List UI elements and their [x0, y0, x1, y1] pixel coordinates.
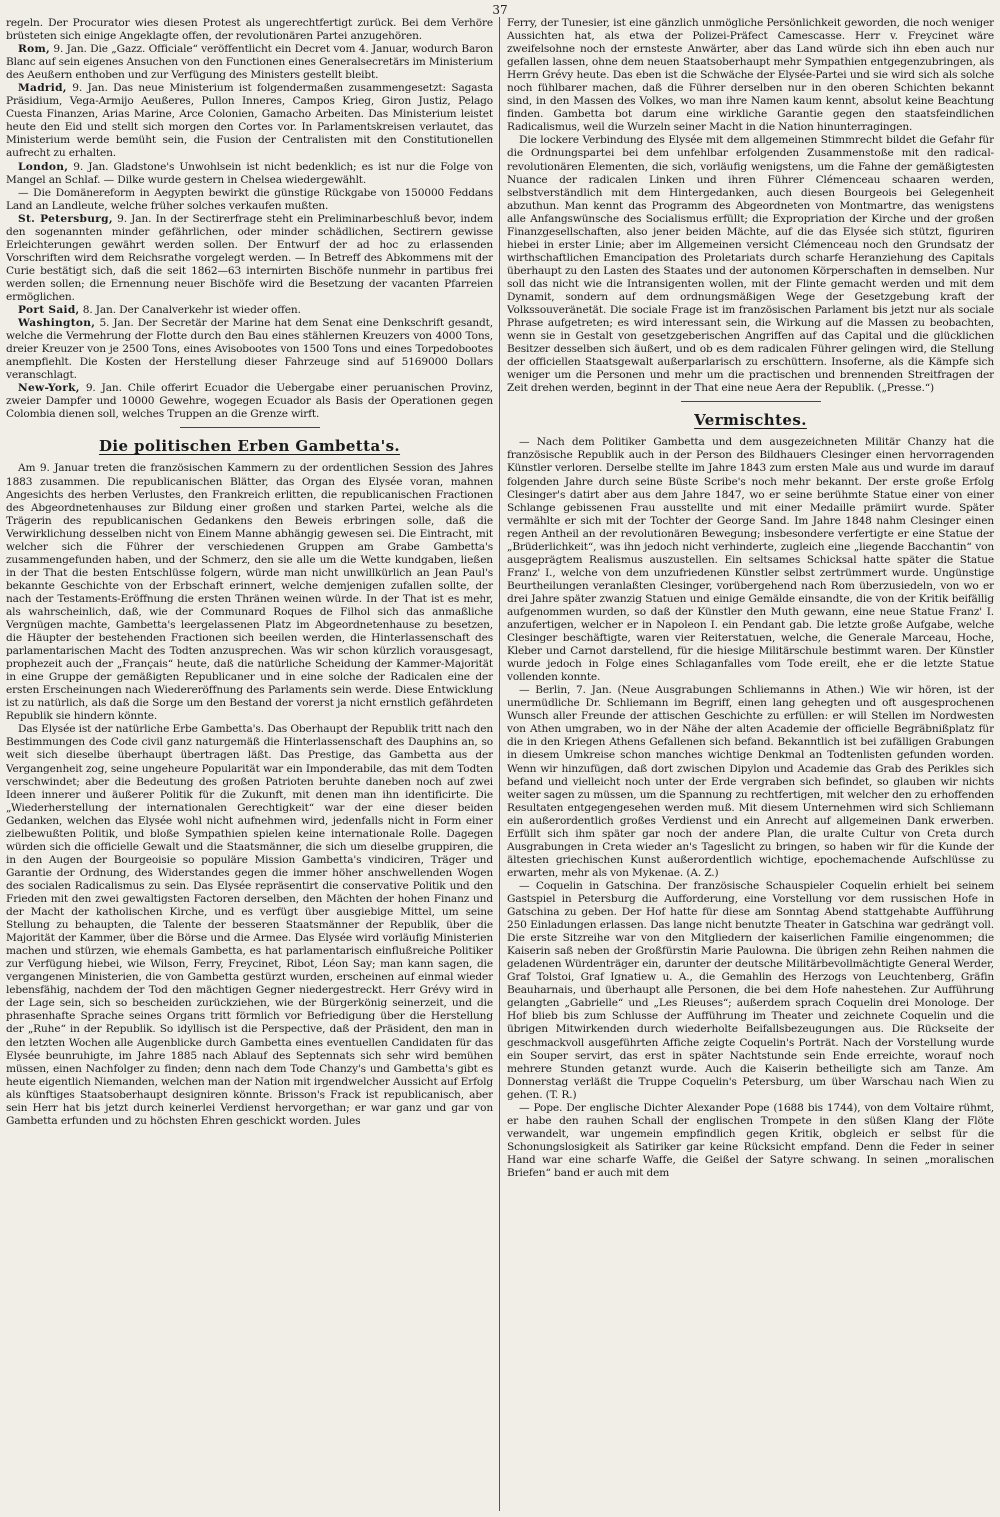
paragraph-text: regeln. Der Procurator wies diesen Protest als ungerechtfertigt zurück. Bei dem Verhöre brüsteten sich einige Angeklagte offen, der revolutionären Partei anzugehören.: [6, 17, 493, 43]
section-heading: Die politischen Erben Gambetta's.: [98, 437, 401, 456]
paragraph-text: — Berlin, 7. Jan. (Neue Ausgrabungen Schliemanns in Athen.) Wie wir hören, ist der unermüdliche Dr. Schliemann im Begriff, einen lang gehegten und oft ausgesprochenen Wunsch aller Freunde der attischen Geschichte zu erfüllen: er will Stellen im Nordwesten von Athen umgraben, wo in der Nähe der alten Academie der officielle Begräbnißplatz für die in den Kriegen Athens Gefallenen sich befand. Bekanntlich ist bei zufälligen Grabungen in diesem Umkreise schon manches wichtige Denkmal an Todtenlisten gefunden worden. Wenn wir hinzufügen, daß dort zwischen Dipylon und Academie das Grab des Perikles sich befand und vielleicht noch unter der Erde vergraben sich befindet, so glauben wir nichts weiter sagen zu müssen, um die Spannung zu rechtfertigen, mit welcher den zu erhoffenden Resultaten entgegengesehen werden muß. Mit diesem Unternehmen wird sich Schliemann ein außerordentlich großes Verdienst und ein Anrecht auf allgemeinen Dank erwerben. Erfüllt sich ihm später gar noch der andere Plan, die uralte Cultur von Creta durch Ausgrabungen in Creta wieder an's Tageslicht zu bringen, so haben wir für die Kunde der ältesten griechischen Kunst außerordentlich wichtige, epochemachende Aufschlüsse zu erwarten, mehr als von Mykenae. (A. Z.): [507, 684, 994, 879]
dateline: New-York,: [18, 382, 80, 395]
paragraph-text: 9. Jan. Das neue Ministerium ist folgendermaßen zusammengesetzt: Sagasta Präsidium, Vega-Armijo Aeußeres, Pullon Inneres, Campos Krieg, Giron Justiz, Pelago Cuesta Finanzen, Arias Marine, Arce Colonien, Gamacho Arbeiten. Das Ministerium leistet heute den Eid und stellt sich morgen den Cortes vor. In Parlamentskreisen verlautet, das Ministerium werde bemüht sein, die Fusion der Centralisten mit den Constitutionellen aufrecht zu erhalten.: [6, 82, 493, 160]
article-paragraph: [6, 187, 493, 213]
article-paragraph: [6, 82, 493, 160]
column-divider: [499, 17, 500, 1511]
paragraph-text: — Die Domänereform in Aegypten bewirkt die günstige Rückgabe von 150000 Feddans Land an Landleute, welche früher solches verkaufen mußten.: [6, 186, 493, 212]
article-paragraph: [6, 317, 493, 382]
article-paragraph: [507, 436, 994, 684]
paragraph-text: 9. Jan. Die „Gazz. Officiale“ veröffentlicht ein Decret vom 4. Januar, wodurch Baron Blanc auf sein eigenes Ansuchen von den Functionen eines Generalsecretärs im Ministerium des Aeußern enthoben und zur Verfügung des Ministers gestellt bleibt.: [6, 43, 493, 82]
article-paragraph: [507, 880, 994, 1102]
article-paragraph: [6, 382, 493, 421]
left-column: [6, 17, 493, 1513]
article-paragraph: [6, 462, 493, 723]
article-paragraph: [507, 684, 994, 880]
paragraph-text: 8. Jan. Der Canalverkehr ist wieder offen.: [79, 304, 301, 317]
paragraph-text: — Pope. Der englische Dichter Alexander Pope (1688 bis 1744), von dem Voltaire rühmt, er habe den rauhen Schall der englischen Trompete in den süßen Klang der Flöte verwandelt, war ungemein empfindlich gegen Kritik, obgleich er selbst für die Schonungslosigkeit als Satiriker gar keine Rücksicht empfand. Denn die Feder in seiner Hand war eine scharfe Waffe, die Geißel der Satyre schwang. In seinen „moralischen Briefen“ band er auch mit dem: [507, 1101, 994, 1179]
article-paragraph: [507, 1102, 994, 1180]
article-paragraph: [6, 17, 493, 43]
paragraph-text: 9. Jan. Gladstone's Unwohlsein ist nicht bedenklich; es ist nur die Folge von Mangel an Schlaf. — Dilke wurde gestern in Chelsea wiedergewählt.: [6, 160, 493, 186]
paragraph-text: — Coquelin in Gatschina. Der französische Schauspieler Coquelin erhielt bei seinem Gastspiel in Petersburg die Aufforderung, eine Vorstellung vor dem russischen Hofe in Gatschina zu geben. Der Hof hatte für diese am Sonntag Abend stattgehabte Aufführung 250 Einladungen erlassen. Das lange nicht benutzte Theater in Gatschina war gedrängt voll. Die erste Sitzreihe war von den Mitgliedern der kaiserlichen Familie eingenommen; die Kaiserin saß neben der Großfürstin Marie Paulowna. Die übrigen zehn Reihen nahmen die geladenen Würdenträger ein, darunter der deutsche Militärbevollmächtigte General Werder, Graf Tolstoi, Graf Ignatiew u. A., die Gemahlin des Herzogs von Leuchtenberg, Gräfin Beauharnais, und überhaupt alle Personen, die bei dem Hofe nahestehen. Zur Aufführung gelangten „Gabrielle“ und „Les Rieuses“; außerdem sprach Coquelin drei Monologe. Der Hof blieb bis zum Schlusse der Aufführung im Theater und zeichnete Coquelin und die übrigen Mitwirkenden durch wiederholte Beifallsbezeugungen aus. Die Rückseite der geschmackvoll ausgeführten Affiche zeigte Coquelin's Porträt. Nach der Vorstellung wurde ein Souper servirt, das erst in später Nachtstunde sein Ende erreichte, worauf noch mehrere Stunden getanzt wurde. Auch die Kaiserin betheiligte sich am Tanze. Am Donnerstag verläßt die Truppe Coquelin's Petersburg, um über Warschau nach Wien zu gehen. (T. R.): [507, 879, 994, 1101]
dateline: Rom,: [18, 43, 50, 56]
paragraph-text: 9. Jan. Chile offerirt Ecuador die Uebergabe einer peruanischen Provinz, zweier Dampfer und 10000 Gewehre, wogegen Ecuador als Basis der Operationen gegen Colombia dienen soll, welches Truppen an die Grenze wirft.: [6, 382, 493, 421]
dateline: London,: [18, 160, 69, 173]
article-paragraph: [6, 161, 493, 187]
dateline: Port Said,: [18, 304, 80, 317]
dateline: Madrid,: [18, 82, 67, 95]
article-paragraph: [6, 43, 493, 82]
article-paragraph: [507, 134, 994, 395]
section-rule: [180, 427, 320, 428]
article-paragraph: [507, 17, 994, 134]
section-rule: [681, 401, 821, 402]
dateline: Washington,: [18, 317, 96, 330]
paragraph-text: Das Elysée ist der natürliche Erbe Gambetta's. Das Oberhaupt der Republik tritt nach den Bestimmungen des Code civil ganz naturgemäß die Hinterlassenschaft des Dauphins an, so weit sich dieselbe überhaupt übertragen läßt. Das Prestige, das Gambetta aus der Vergangenheit zog, seine ungeheure Popularität war ein Imponderabile, das mit dem Todten verschwindet; aber die Bedeutung des großen Patrioten beruhte daneben noch auf zwei Ideen innerer und äußerer Politik für die Zukunft, mit denen man ihn identificirte. Die „Wiederherstellung der internationalen Gerechtigkeit“ war der eine dieser beiden Gedanken, welchen das Elysée wohl nicht aufnehmen wird, jedenfalls nicht in Form einer zielbewußten Politik, und bloße Sympathien spielen keine internationale Rolle. Dagegen würden sich die officielle Gewalt und die Staatsmänner, die sich um dieselbe gruppiren, die in den Augen der Bourgeoisie so populäre Mission Gambetta's vindiciren, Träger und Garantie der Ordnung, des Widerstandes gegen die immer höher anschwellenden Wogen des socialen Radicalismus zu sein. Das Elysée repräsentirt die conservative Politik und den Frieden mit den zwei gewaltigsten Factoren derselben, den Mächten der hohen Finanz und der Macht der katholischen Kirche, und es verfügt über ausgiebige Mittel, um seine Stellung zu behaupten, die Talente der besseren Staatsmänner der Republik, über die Majorität der Kammer, über die Börse und die Armee. Das Elysée wird vorläufig Ministerien machen und stürzen, wie ehemals Gambetta, es hat parlamentarisch einflußreiche Politiker zur Verfügung hiebei, wie Wilson, Ferry, Freycinet, Ribot, Léon Say; man kann sagen, die vergangenen Ministerien, die von Gambetta gestürzt wurden, erscheinen auf einmal wieder lebensfähig, nachdem der Tod den mächtigen Gegner niedergestreckt. Herr Grévy wird in der Lage sein, sich so bescheiden zurückziehen, wie der Bürgerkönig seinerzeit, und die phrasenhafte Sprache seines Organs tritt förmlich vor Befriedigung über die Herstellung der „Ruhe“ in der Republik. So idyllisch ist die Perspective, daß der Präsident, den man in den letzten Wochen alle Augenblicke durch Gambetta eines eventuellen Candidaten für das Elysée beunruhigte, im Jahre 1885 nach Ablauf des Septennats sich sehr wird bemühen müssen, einen Nachfolger zu finden; denn nach dem Tode Chanzy's und Gambetta's gibt es heute eigentlich Niemanden, welchen man der Nation mit irgendwelcher Aussicht auf Erfolg als künftiges Staatsoberhaupt designiren könnte. Brisson's Frack ist republicanisch, aber sein Herr hat bis jetzt durch keinerlei Verdienst hervorgethan; er war ganz und gar von Gambetta erfunden und zu höchsten Ehren geschickt worden. Jules: [6, 723, 493, 1127]
right-column: [507, 17, 994, 1513]
paragraph-text: Die lockere Verbindung des Elysée mit dem allgemeinen Stimmrecht bildet die Gefahr für die Ordnungspartei bei dem unfehlbar erfolgenden Zusammenstoße mit den radical-revolutionären Elementen, die sich, vorläufig wenigstens, um die Fahne der gemäßigtesten Nuance der radicalen Linken und ihren Führer Clémenceau schaaren werden, selbstverständlich mit dem Hintergedanken, auch diesen Bourgeois bei Gelegenheit abzuthun. Man kennt das Programm des Abgeordneten von Montmartre, das wenigstens alle Anfangswünsche des Socialismus erfüllt; die Expropriation der Kirche und der großen Finanzgesellschaften, also jener beiden Mächte, auf die das Elysée sich stützt, figuriren hiebei in erster Linie; aber im Allgemeinen versicht Clémenceau noch den Grundsatz der wirthschaftlichen Emancipation des Proletariats durch scharfe Heranziehung des Capitals überhaupt zu den Lasten des Staates und der autonomen Körperschaften in demselben. Nur soll das nicht wie die Intransigenten wollen, mit der Flinte gemacht werden und mit dem Dynamit, sondern auf dem ordnungsmäßigen Wege der Gesetzgebung kraft der Volkssouveränetät. Die sociale Frage ist im französischen Parlament bis jetzt nur als sociale Phrase aufgetreten; es wird interessant sein, die Wirkung auf die Massen zu beobachten, wenn sie in Gestalt von gesetzgeberischen Angriffen auf das Capital und die glücklichen Besitzer desselben sich äußert, und ob es dem radicalen Führer gelingen wird, die Stellung der officiellen Staatsgewalt außerparlarisch zu erschüttern. Insoferne, als die Kämpfe sich weniger um die Personen und mehr um die practischen und brennenden Streitfragen der Zeit drehen werden, beginnt in der That eine neue Aera der Republik. („Presse.“): [507, 134, 994, 395]
article-paragraph: [6, 304, 493, 317]
paragraph-text: — Nach dem Politiker Gambetta und dem ausgezeichneten Militär Chanzy hat die französische Republik auch in der Person des Bildhauers Clesinger einen hervorragenden Künstler verloren. Derselbe stellte im Jahre 1843 zum ersten Male aus und wurde im darauf folgenden Jahre durch seine Büste Scribe's noch mehr bekannt. Der erste große Erfolg Clesinger's datirt aber aus dem Jahre 1847, wo er seine berühmte Statue einer von einer Schlange gebissenen Frau ausstellte und mit einer Medaille prämiirt wurde. Später vermählte er sich mit der Tochter der George Sand. Im Jahre 1848 nahm Clesinger einen regen Antheil an der revolutionären Bewegung; insbesondere verfertigte er eine Statue der „Brüderlichkeit“, was ihn jedoch nicht verhinderte, zugleich eine „liegende Bacchantin“ von ausgeprägtem Realismus auszustellen. Ein seltsames Schicksal hatte später die Statue Franz' I., welche von dem unzufriedenen Künstler selbst zertrümmert wurde. Ungünstige Beurtheilungen veranlaßten Clesinger, vorübergehend nach Rom überzusiedeln, von wo er drei Jahre später zwanzig Statuen und einige Gemälde einsandte, die von der Kritik beifällig aufgenommen wurden, so daß der Künstler den Muth gewann, eine neue Statue Franz' I. anzufertigen, welcher er in Napoleon I. ein Pendant gab. Die letzte große Aufgabe, welche Clesinger beschäftigte, waren vier Reiterstatuen, welche, die Generale Marceau, Hoche, Kleber und Carnot darstellend, für die hiesige Militärschule bestimmt waren. Der Künstler wurde jedoch in Folge eines Schlaganfalles vom Tode ereilt, ehe er die letzte Statue vollenden konnte.: [507, 436, 994, 684]
paragraph-text: 9. Jan. In der Sectirerfrage steht ein Preliminarbeschluß bevor, indem den sogenannten minder gefährlichen, oder minder schädlichen, Sectirern gewisse Erleichterungen gewährt werden sollen. Der Entwurf der ad hoc zu erlassenden Vorschriften wird dem Reichsrathe vorgelegt werden. — In Betreff des Abkommens mit der Curie bestätigt sich, daß die seit 1862—63 internirten Bischöfe nunmehr in partibus frei werden sollen; die Ernennung neuer Bischöfe wird die Besetzung der vacanten Pfarreien ermöglichen.: [6, 212, 493, 303]
dateline: St. Petersburg,: [18, 212, 113, 225]
article-paragraph: [6, 723, 493, 1127]
article-paragraph: [6, 213, 493, 304]
section-heading: Vermischtes.: [694, 411, 807, 430]
paragraph-text: Am 9. Januar treten die französischen Kammern zu der ordentlichen Session des Jahres 1883 zusammen. Die republicanischen Blätter, das Organ des Elysée voran, mahnen Angesichts des herben Verlustes, den Frankreich erlitten, die republicanischen Fractionen des Abgeordnetenhauses zur Bildung einer großen und starken Partei, welche als die Trägerin des republicanischen Gedankens den Beweis erbringen solle, daß die Verwirklichung desselben nicht von Einem Manne abhängig gewesen sei. Die Eintracht, mit welcher sich die Führer der verschiedenen Gruppen am Grabe Gambetta's zusammengefunden haben, und der Schmerz, den sie alle um die Wette kundgaben, ließen in der That die besten Entschlüsse folgern, würde man nicht unwillkürlich an Jean Paul's bekannte Geschichte von der Erbschaft erinnert, welche demjenigen zufallen sollte, der nach der Testaments-Eröffnung die ersten Thränen weinen würde. In der That ist es mehr, als wahrscheinlich, daß, wie der Communard Roques de Filhol sich das anmaßliche Vergnügen machte, Gambetta's leergelassenen Platz im Abgeordnetenhause zu besetzen, die Häupter der bestehenden Fractionen sich beeilen werden, die Hinterlassenschaft des parlamentarischen Macht des Todten anzusprechen. Was wir schon kürzlich vorausgesagt, prophezeit auch der „Français“ heute, daß die natürliche Scheidung der Kammer-Majorität in eine Gruppe der gemäßigten Republicaner und in eine solche der Radicalen eine der ersten Erscheinungen nach Wiedereröffnung des Parlaments sein werde. Diese Entwicklung ist zu natürlich, als daß die Sorge um den Bestand der vorerst ja nicht ernstlich gefährdeten Republik sie hindern könnte.: [6, 462, 493, 723]
page-number: 37: [492, 3, 508, 17]
paragraph-text: Ferry, der Tunesier, ist eine gänzlich unmögliche Persönlichkeit geworden, die noch weniger Aussichten hat, als etwa der Polizei-Präfect Camescasse. Herr v. Freycinet wäre zweifelsohne noch der ernsteste Anwärter, aber das Land würde sich ihn eben auch nur gefallen lassen, ohne dem neuen Staatsoberhaupt mehr Sympathien entgegenzubringen, als Herrn Grévy heute. Das eben ist die Schwäche der Elysée-Partei und sie wird sich als solche noch fühlbarer machen, daß die Führer derselben nur in den oberen Schichten bekannt sind, in den Massen des Volkes, wo man ihre Namen kaum kennt, absolut keine Beachtung finden. Gambetta bot darum eine wirkliche Garantie gegen den staatsfeindlichen Radicalismus, weil die Wurzeln seiner Macht in die Nation hinunterragingen.: [507, 17, 994, 134]
paragraph-text: 5. Jan. Der Secretär der Marine hat dem Senat eine Denkschrift gesandt, welche die Vermehrung der Flotte durch den Bau eines stählernen Kreuzers von 4000 Tons, dreier Kreuzer von je 2500 Tons, eines Avisobootes von 1500 Tons und eines Torpedobootes anempfiehlt. Die Kosten der Herstellung dieser Fahrzeuge sind auf 5169000 Dollars veranschlagt.: [6, 317, 493, 382]
